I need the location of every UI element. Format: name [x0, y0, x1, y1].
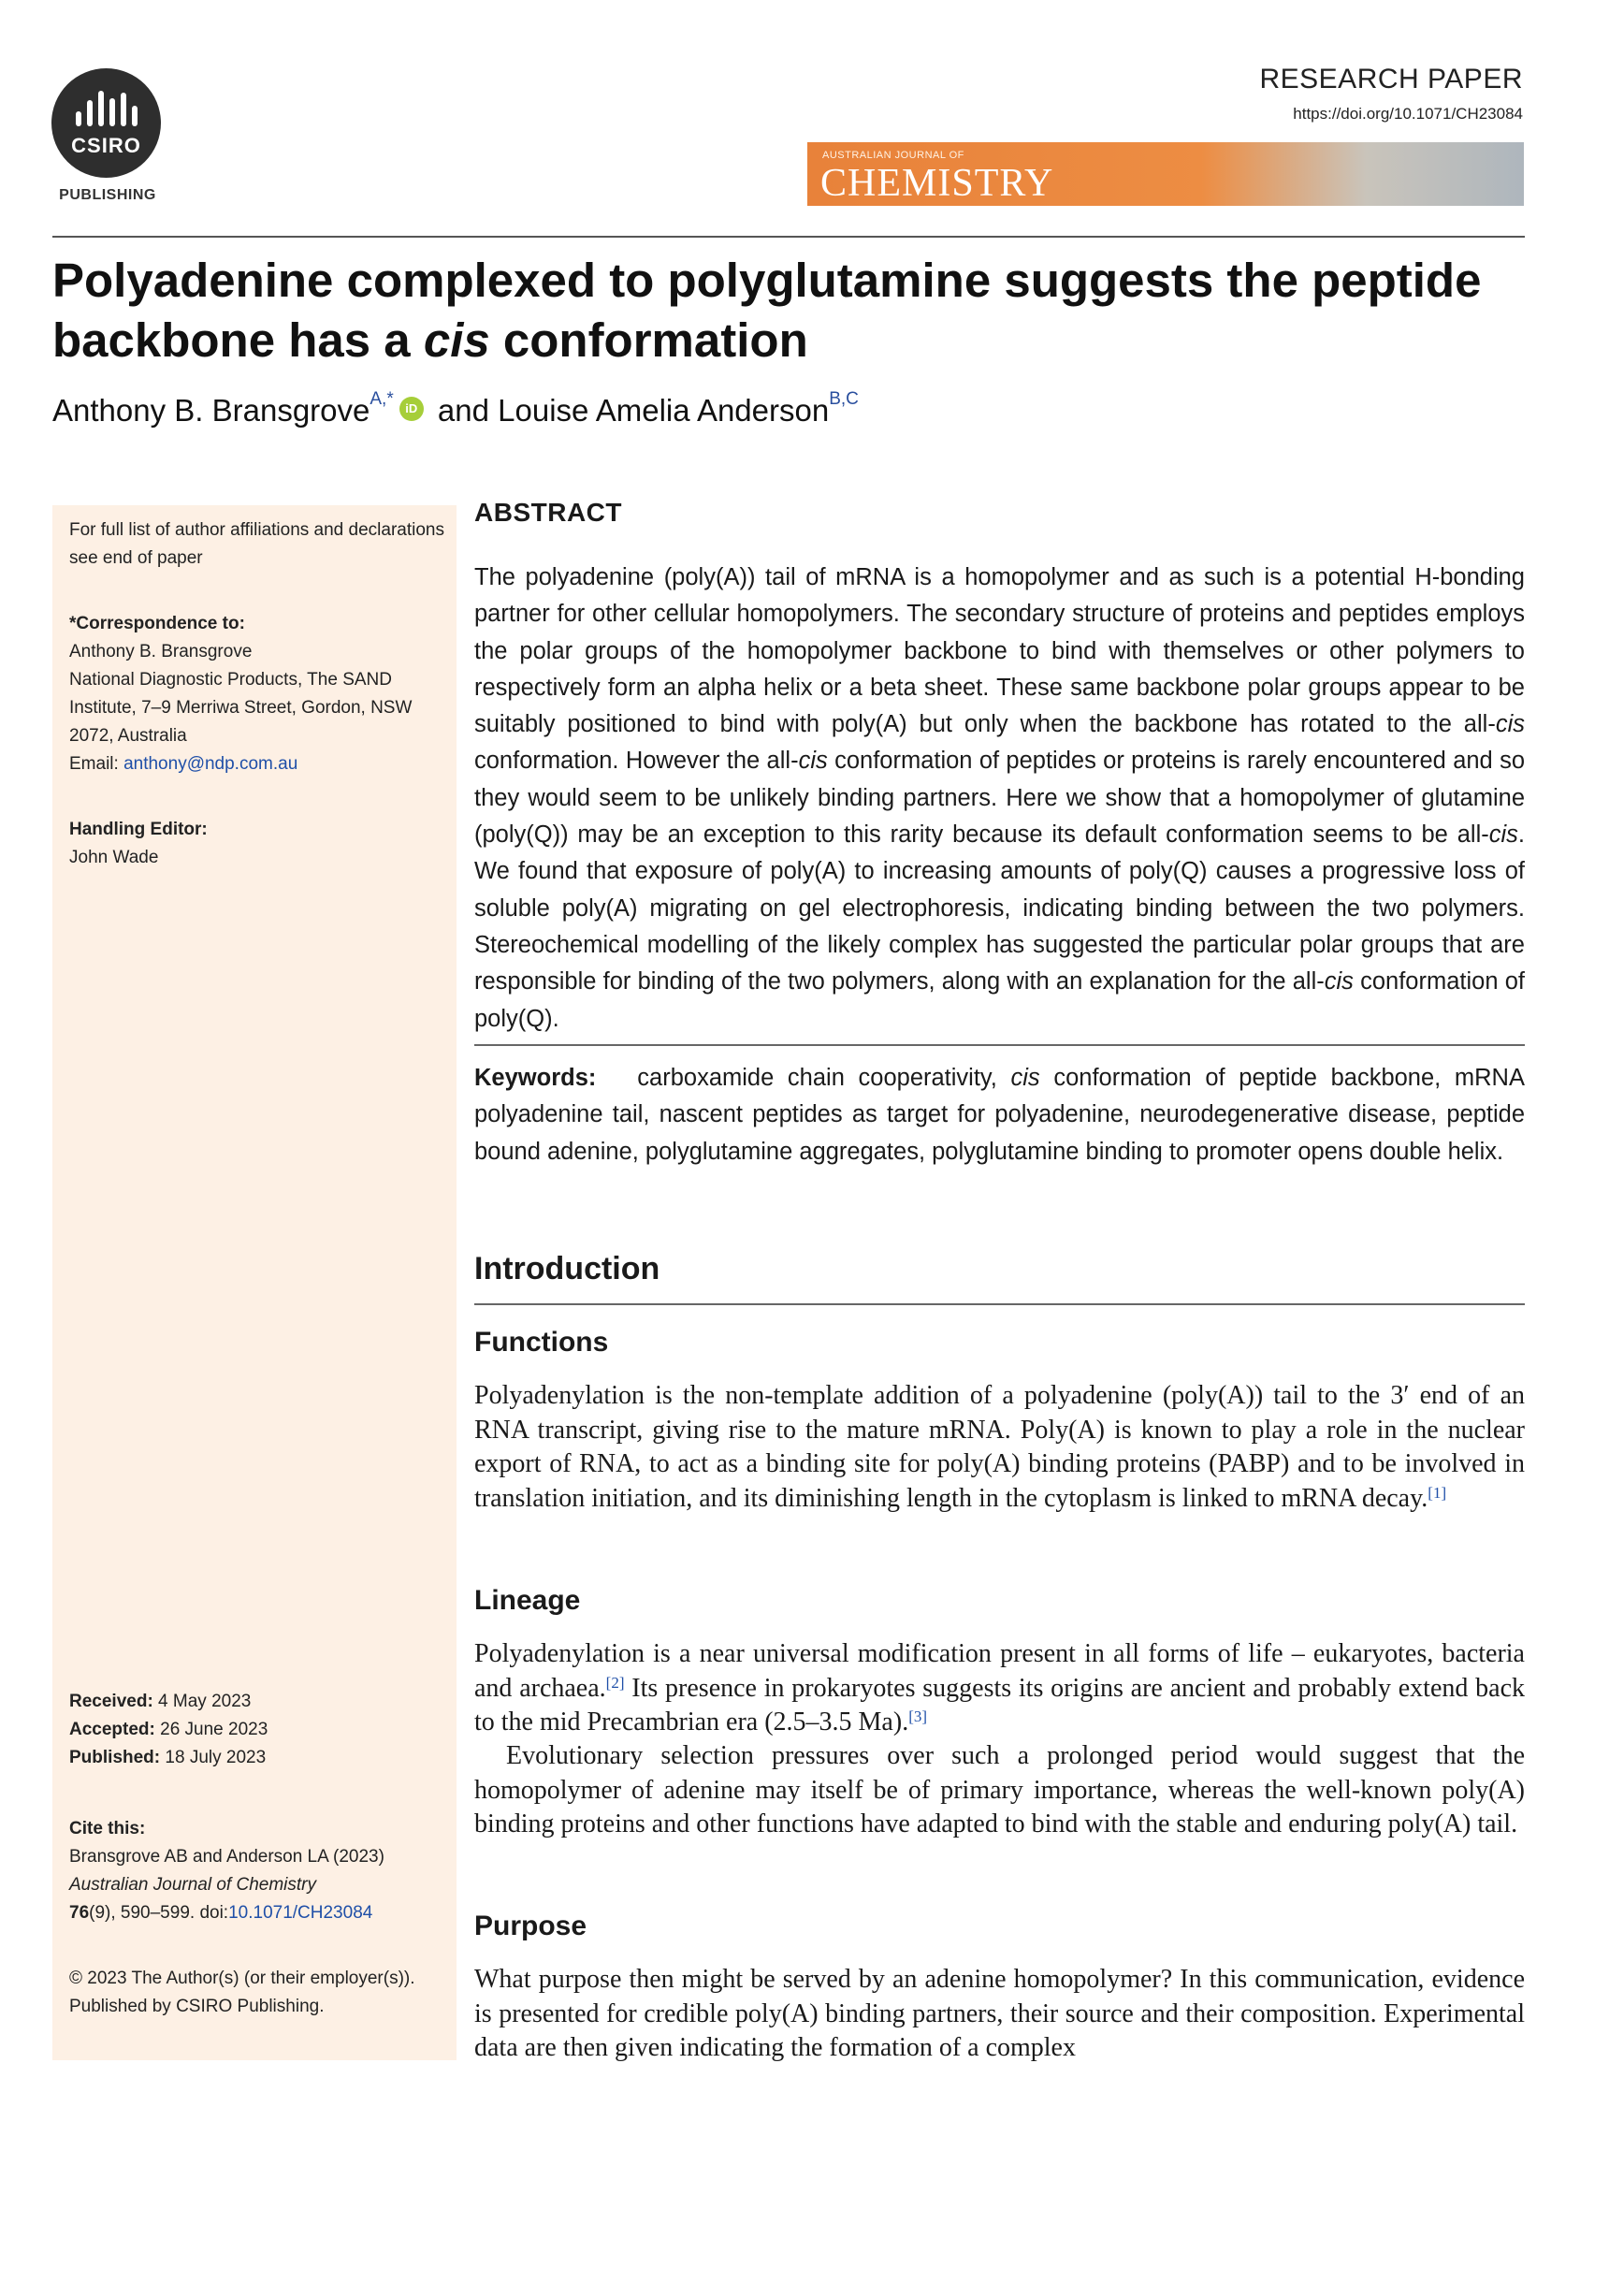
citation-ref-2[interactable]: [2]	[605, 1673, 625, 1692]
paper-title: Polyadenine complexed to polyglutamine suggests the peptide backbone has a cis conformation	[52, 254, 1482, 367]
csiro-logo	[51, 68, 161, 178]
author-list	[52, 389, 859, 429]
paragraph-lineage-2: Evolutionary selection pressures over such a prolonged period would suggest that the homopolymer of adenine may itself be of primary importance, whereas the well-known poly(A) binding proteins and other functions have adapted to bind with the stable and enduring poly(A) tail.	[474, 1741, 1525, 1838]
subheading-functions: Functions	[474, 1327, 609, 1358]
abstract-heading: ABSTRACT	[474, 498, 622, 527]
citation-ref-3[interactable]: [3]	[908, 1707, 928, 1725]
paragraph-lineage-1: Polyadenylation is a near universal modification present in all forms of life – eukaryotes, bacteria and archaea.[2] Its presence in prokaryotes suggests its origins are ancient and probably extend back to the mid Precambrian era (2.5–3.5 Ma).[3]	[474, 1639, 1526, 1737]
orcid-icon[interactable]: iD	[399, 397, 424, 421]
author-2: and Louise Amelia Anderson	[428, 393, 830, 428]
subheading-purpose: Purpose	[474, 1911, 587, 1941]
citation-ref-1[interactable]: [1]	[1428, 1483, 1447, 1502]
abstract-divider	[474, 1044, 1525, 1046]
handling-editor	[69, 816, 448, 872]
journal-banner-small: AUSTRALIAN JOURNAL OF	[822, 150, 964, 161]
section-heading-introduction: Introduction	[474, 1251, 660, 1286]
logo-text: CSIRO	[71, 134, 141, 157]
intro-divider	[474, 1303, 1525, 1305]
abstract-text: The polyadenine (poly(A)) tail of mRNA is a homopolymer and as such is a potential H-bonding partner for other cellular homopolymers. The secondary structure of proteins and peptides employs the polar groups of the homopolymer backbone to bind with themselves or other polymers to respectively form an alpha helix or a beta sheet. These same backbone polar groups appear to be suitably positioned to bind with poly(A) but only when the backbone has rotated to the all-cis conformation. However the all-cis conformation of peptides or proteins is rarely encountered and so they would seem to be unlikely binding partners. Here we show that a homopolymer of glutamine (poly(Q)) may be an exception to this rarity because its default conformation seems to be all-cis. We found that exposure of poly(A) to increasing amounts of poly(Q) causes a progressive loss of soluble poly(A) migrating on gel electrophoresis, indicating binding between the two polymers. Stereochemical modelling of the likely complex has suggested the particular polar groups that are responsible for binding of the two polymers, along with an explanation for the all-cis conformation of poly(Q).	[474, 564, 1526, 1032]
accepted-date: 26 June 2023	[154, 1720, 268, 1739]
citation: Cite this: Bransgrove AB and Anderson LA (2023) Australian Journal of Chemistry 76(9), 590–599. doi:10.1071/CH23084	[69, 1819, 384, 1923]
publisher-label: PUBLISHING	[59, 187, 156, 203]
correspondence-address: National Diagnostic Products, The SAND Institute, 7–9 Merriwa Street, Gordon, NSW 2072, Australia	[69, 670, 413, 746]
author-1: Anthony B. Bransgrove	[52, 393, 370, 428]
received-date: 4 May 2023	[152, 1692, 252, 1711]
email-link[interactable]: anthony@ndp.com.au	[123, 754, 298, 774]
subheading-lineage: Lineage	[474, 1585, 581, 1616]
author-2-affil: B,C	[829, 389, 859, 409]
paragraph-purpose: What purpose then might be served by an adenine homopolymer? In this communication, evidence is presented for credible poly(A) binding partners, their source and their composition. Experimental data are then given indicating the formation of a complex	[474, 1965, 1525, 2062]
published-date: 18 July 2023	[160, 1748, 267, 1767]
sidebar	[52, 505, 457, 2060]
copyright: © 2023 The Author(s) (or their employer(s)). Published by CSIRO Publishing.	[69, 1969, 415, 2016]
correspondence-name: Anthony B. Bransgrove	[69, 642, 253, 661]
dates: Received: 4 May 2023 Accepted: 26 June 2023 Published: 18 July 2023	[69, 1692, 268, 1767]
article-type: RESEARCH PAPER	[1259, 64, 1523, 94]
journal-banner	[807, 142, 1524, 206]
cite-doi-link[interactable]: 10.1071/CH23084	[228, 1903, 373, 1923]
doi-link[interactable]: https://doi.org/10.1071/CH23084	[1293, 105, 1523, 123]
editor-label: Handling Editor:	[69, 820, 208, 839]
author-1-affil: A,*	[370, 389, 394, 409]
correspondence: *Correspondence to: Anthony B. Bransgrove National Diagnostic Products, The SAND Institute, 7–9 Merriwa Street, Gordon, NSW 2072, Australia Email: anthony@ndp.com.au	[69, 614, 413, 774]
affiliation-note: For full list of author affiliations and declarations see end of paper	[69, 520, 444, 568]
keywords: Keywords: carboxamide chain cooperativity, cis conformation of peptide backbone, mRNA polyadenine tail, nascent peptides as target for polyadenine, neurodegenerative disease, peptide bound adenine, polyglutamine aggregates, polyglutamine binding to promoter opens double helix.	[474, 1065, 1525, 1165]
keywords-label: Keywords:	[474, 1065, 597, 1091]
logo-bars-icon	[51, 89, 161, 126]
journal-banner-title: CHEMISTRY	[820, 162, 1054, 205]
header-divider	[52, 236, 1525, 238]
correspondence-label: *Correspondence to:	[69, 614, 245, 633]
paragraph-functions: Polyadenylation is the non-template addition of a polyadenine (poly(A)) tail to the 3′ end of an RNA transcript, giving rise to the mature mRNA. Poly(A) is known to play a role in the nuclear export of RNA, to act as a binding site for poly(A) binding proteins (PABP) and to be involved in translation initiation, and its diminishing length in the cytoplasm is linked to mRNA decay.[1]	[474, 1381, 1525, 1513]
cite-label: Cite this:	[69, 1819, 146, 1838]
editor-name: John Wade	[69, 848, 159, 867]
